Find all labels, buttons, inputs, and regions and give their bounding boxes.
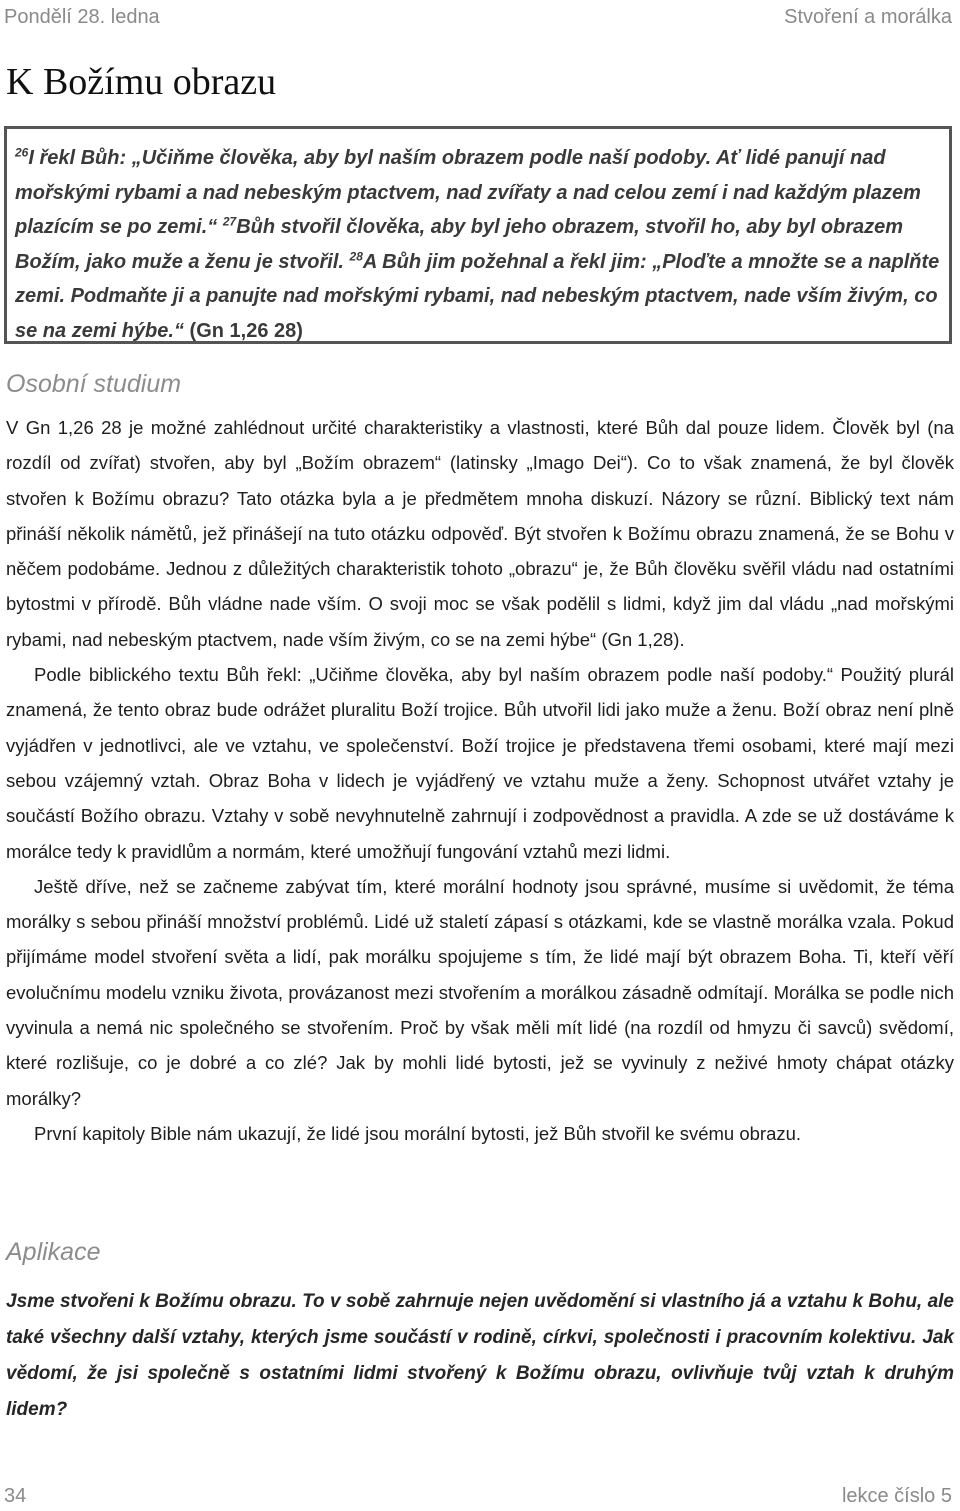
verse-number-27: 27: [222, 214, 237, 229]
verse-reference: (Gn 1,26 28): [189, 319, 303, 342]
lesson-number: lekce číslo 5: [841, 1484, 952, 1507]
study-paragraph-4: První kapitoly Bible nám ukazují, že lidé jsou morální bytosti, jež Bůh stvořil ke svému obrazu.: [34, 1122, 802, 1144]
page-number: 34: [4, 1484, 27, 1507]
bible-verse-box: [4, 126, 952, 344]
study-paragraph-2: Podle biblického textu Bůh řekl: „Učiňme člověka, aby byl naším obrazem podle naší podoby.“ Použitý plurál znamená, že tento obraz bude odrážet pluralitu Boží trojice. Bůh utvořil lidi jako muže a ženu. Boží obraz není plně vyjádřen v jednotlivci, ale ve vztahu, ve společenství. Boží trojice je představena třemi osobami, které mají mezi sebou vzájemný vztah. Obraz Boha v lidech je vyjádřený ve vztahu muže a ženy. Schopnost utvářet vztahy je součástí Božího obrazu. Vztahy v sobě nevyhnutelně zahrnují i zodpovědnost a pravidla. A zde se už dostáváme k morálce tedy k pravidlům a normám, které umožňují fungování vztahů mezi lidmi.: [6, 664, 954, 862]
verse-28-text: A Bůh jim požehnal a řekl jim: „Ploďte a množte se a naplňte zemi. Podmaňte ji a panujte nad mořskými rybami, nad nebeským ptactvem, nade vším živým, co se na zemi hýbe.“: [15, 250, 940, 342]
verse-number-28: 28: [349, 248, 363, 263]
header-date: Pondělí 28. ledna: [4, 5, 160, 28]
verse-27-text: Bůh stvořil člověka, aby byl jeho obrazem, stvořil ho, aby byl obrazem Božím, jako muže a ženu je stvořil.: [15, 216, 904, 273]
study-section: [6, 410, 954, 1151]
verse-number-26: 26: [15, 145, 29, 160]
page-header: [0, 0, 960, 34]
application-heading: Aplikace: [6, 1238, 101, 1266]
page-footer: [0, 1481, 960, 1511]
header-section-title: Stvoření a morálka: [784, 5, 952, 28]
lesson-title: K Božímu obrazu: [6, 61, 277, 103]
application-text: Jsme stvořeni k Božímu obrazu. To v sobě zahrnuje nejen uvědomění si vlastního já a vztahu k Bohu, ale také všechny další vztahy, kterých jsme součástí v rodině, církvi, společnosti i pracovním kolektivu. Jak vědomí, že jsi společně s ostatními lidmi stvořený k Božímu obrazu, ovlivňuje tvůj vztah k druhým lidem?: [6, 1291, 954, 1420]
study-heading: Osobní studium: [6, 370, 182, 398]
verse-26-text: I řekl Bůh: „Učiňme člověka, aby byl naším obrazem podle naší podoby. Ať lidé panují nad mořskými rybami a nad nebeským ptactvem, nad zvířaty a nad celou zemí i nad každým plazem plazícím se po zemi.“: [15, 147, 921, 238]
study-paragraph-1: V Gn 1,26 28 je možné zahlédnout určité charakteristiky a vlastnosti, které Bůh dal pouze lidem. Člověk byl (na rozdíl od zvířat) stvořen, aby byl „Božím obrazem“ (latinsky „Imago Dei“). Co to však znamená, že byl člověk stvořen k Božímu obrazu? Tato otázka byla a je předmětem mnoha diskuzí. Názory se různí. Biblický text nám přináší několik námětů, jež přinášejí na tuto otázku odpověď. Být stvořen k Božímu obrazu znamená, že se Bohu v něčem podobáme. Jednou z důležitých charakteristik tohoto „obrazu“ je, že Bůh člověku svěřil vládu nad ostatními bytostmi v přírodě. Bůh vládne nade vším. O svoji moc se však podělil s lidmi, když jim dal vládu „nad mořskými rybami, nad nebeským ptactvem, nade vším živým, co se na zemi hýbe“ (Gn 1,28).: [6, 417, 954, 650]
study-paragraph-3: Ještě dříve, než se začneme zabývat tím, které morální hodnoty jsou správné, musíme si uvědomit, že téma morálky s sebou přináší množství problémů. Lidé už staletí zápasí s otázkami, kde se vlastně morálka vzala. Pokud přijímáme model stvoření světa a lidí, pak morálku spojujeme s tím, že lidé mají být obrazem Boha. Ti, kteří věří evolučnímu modelu vzniku života, provázanost mezi stvořením a morálkou zásadně odmítají. Morálka se podle nich vyvinula a nemá nic společného se stvořením. Proč by však měli mít lidé (na rozdíl od hmyzu či savců) svědomí, které rozlišuje, co je dobré a co zlé? Jak by mohli lidé bytosti, jež se vyvinuly z neživé hmoty chápat otázky morálky?: [6, 875, 954, 1109]
